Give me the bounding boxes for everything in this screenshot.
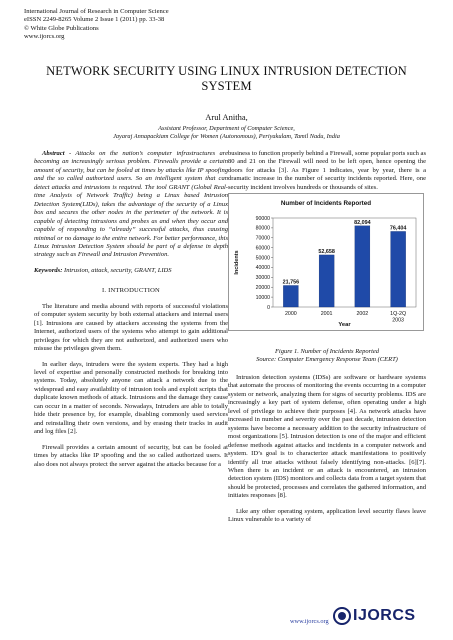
y-tick-label: 80000: [255, 225, 270, 232]
affiliation-line-2: Jayaraj Annapackiam College for Women (Autonomous), Periyakulam, Tamil Nadu, India: [113, 133, 340, 141]
figure-caption-title: Figure 1. Number of Incidents Reported: [274, 348, 380, 355]
author-name: Arul Anitha,: [205, 112, 248, 122]
right-paragraph-continued: business to function properly behind a Firewall, some popular ports such as 80 and 21 on the Firewall will need to be left open, hence opening the doors for attacks [3]. As Figure 1 indicates, year by year, there is a dramatic increase in the number of security incidents reported. Here, one security incident involves hundreds or thousands of sites.: [228, 150, 426, 191]
copyright-line: © White Globe Publications: [24, 24, 99, 32]
journal-header: [24, 8, 169, 41]
y-tick-label: 70000: [255, 235, 270, 242]
y-tick-label: 20000: [255, 285, 270, 292]
keywords-label: Keywords:: [34, 266, 63, 274]
journal-name: International Journal of Research in Computer Science: [24, 8, 169, 15]
y-tick-label: 40000: [255, 265, 270, 272]
linux-paragraph: Like any other operating system, application level security flaws leave Linux vulnerable to a variety of: [228, 507, 426, 524]
paper-title: NETWORK SECURITY USING LINUX INTRUSION DETECTION SYSTEM: [46, 64, 407, 93]
keywords-text: Intrusion, attack, security, GRANT, LIDS: [62, 266, 172, 274]
right-column-top: [228, 150, 426, 192]
issn-line: eISSN 2249-8265 Volume 2 Issue 1 (2011) pp. 33-38: [24, 16, 165, 24]
figure-caption: [228, 348, 426, 365]
ids-paragraph: Intrusion detection systems (IDSs) are software or hardware systems that automate the process of monitoring the events occurring in a computer system or network, analyzing them for signs of security problems. IDS are increasingly a key part of system defense, often operating under a high level of privilege to achieve their purposes [4]. As network attacks have increased in number and severity over the past decade, intrusion detection systems have become a necessary addition to the security infrastructure of most organizations [5]. Intrusion detection is one of the major and efficient defense methods against attacks and incidents in a computer network and system. ID’s goal is to characterize attack manifestations to positively identify all true attacks without falsely identifying non-attacks. [6][7]. When there is an incident or an attack is encountered, an intrusion detection system (IDS) monitors and collects data from a target system that should be protected, processes and correlates the gathered information, and initiates responses [8].: [228, 374, 426, 500]
affiliation-line-1: Assistant Professor, Department of Computer Science,: [158, 125, 295, 132]
intro-paragraph-1: The literature and media abound with reports of successful violations of computer system security by both external attackers and internal users [1]. Intrusions are caused by attackers accessing the systems from the Internet, authorized users of the systems who attempt to gain additional privileges for which they are not authorized, and authorized users who misuse the privileges given them.: [34, 302, 228, 353]
journal-site: www.ijorcs.org: [24, 32, 65, 40]
abstract-label: Abstract: [42, 150, 65, 157]
y-tick-label: 30000: [255, 275, 270, 282]
y-tick-label: 10000: [255, 294, 270, 301]
abstract: [34, 150, 228, 260]
left-column: [34, 150, 228, 469]
figure-caption-source: Source: Computer Emergency Response Team (CERT): [256, 356, 398, 364]
intro-paragraph-3: Firewall provides a certain amount of security, but can be fooled at times by attacks like IP spoofing and the so called authorized users. It also does not always protect the server against the attacks because for a: [34, 443, 228, 468]
y-axis-label: Incidents: [234, 250, 240, 275]
y-tick-label: 60000: [255, 245, 270, 252]
chart-title: Number of Incidents Reported: [280, 200, 372, 207]
bar-value-label: 82,094: [354, 219, 371, 226]
author-affiliation: [0, 125, 453, 142]
bar-chart: [228, 193, 424, 331]
right-column-bottom: [228, 374, 426, 525]
y-tick-label: 50000: [255, 255, 270, 262]
x-tick-label: 1Q-2Q: [390, 311, 407, 317]
bar: [355, 226, 370, 307]
bar: [283, 285, 298, 307]
logo-text: IJORCS: [353, 607, 416, 624]
x-tick-label: 2000: [284, 311, 297, 317]
bar-value-label: 52,658: [318, 248, 335, 255]
logo-ring-icon: [333, 607, 351, 625]
bar: [319, 255, 334, 307]
figure-1-chart: [228, 193, 424, 331]
x-tick-label: 2002: [356, 311, 369, 317]
bar: [391, 231, 406, 307]
abstract-text: - Attacks on the nation’s computer infrastructures are becoming an increasingly serious problem. Firewalls provide a certain amount of security, but can be fooled at times by attacks like IP spoofing and the so called authorized users. So an intelligent system that can detect attacks and intrusions is required. The tool GRANT (Global Real-time Analysis of Network Traffic) being a Linux based Intrusion Detection System(LIDs), takes the advantage of the security of a Linux box and secures the other nodes in the perimeter of the network. It is capable of detecting intrusions and probes as and when they occur and capable of responding to “already” successful attacks, thus causing minimal or no damage to the entire network. For better performance, this Linux Intrusion Detection System should be part of a defense in depth strategy such as Firewall and Intrusion Prevention.: [34, 150, 228, 259]
footer-site-link[interactable]: www.ijorcs.org: [290, 618, 329, 625]
y-tick-label: 0: [267, 304, 270, 311]
keywords: [34, 267, 228, 275]
x-tick-label: 2003: [392, 317, 405, 324]
x-tick-label: 2001: [320, 311, 333, 317]
ijorcs-logo: [333, 607, 416, 625]
intro-paragraph-2: In earlier days, intruders were the system experts. They had a high level of expertise and personally constructed methods for breaking into systems. Today, absolutely anyone can attack a network due to the widespread and easy availability of intrusion tools and exploit scripts that duplicate known methods of attack. Intrusions and the damage they cause can occur in a matter of seconds. Nowadays, Intruders are able to totally hide their presence by, for example, disabling commonly used services and reinstalling their own versions, and by erasing their tracks in audit and log files [2].: [34, 360, 228, 436]
section-heading-introduction: I. INTRODUCTION: [102, 287, 160, 295]
bar-value-label: 76,404: [389, 225, 407, 232]
bar-value-label: 21,756: [282, 279, 300, 286]
y-tick-label: 90000: [255, 215, 270, 222]
x-axis-label: Year: [338, 322, 351, 328]
